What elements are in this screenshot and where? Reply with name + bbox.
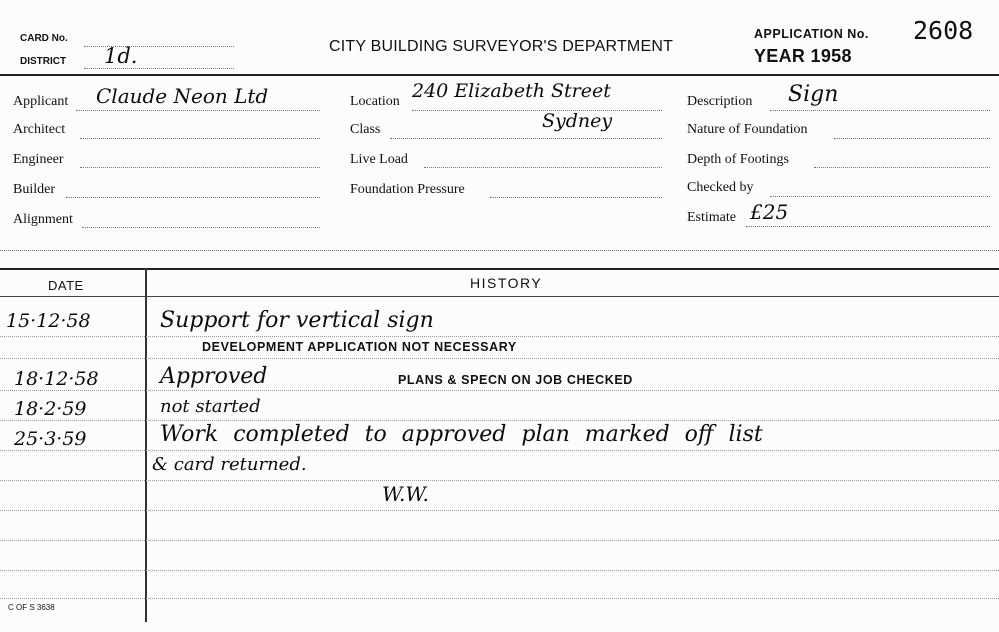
application-no: 2608 xyxy=(913,16,974,45)
ruled-line xyxy=(0,390,999,391)
history-column-header: HISTORY xyxy=(470,275,543,291)
entry-text: Support for vertical sign xyxy=(160,308,434,333)
header-divider xyxy=(0,74,999,76)
alignment-label: Alignment xyxy=(13,212,73,227)
description-label: Description xyxy=(687,94,753,109)
ruled-line xyxy=(0,510,999,511)
entry-stamp: PLANS & SPECN ON JOB CHECKED xyxy=(398,373,633,387)
depth-of-footings-label: Depth of Footings xyxy=(687,152,789,167)
ruled-line xyxy=(0,570,999,571)
ruled-line xyxy=(0,450,999,451)
ruled-line xyxy=(0,336,999,337)
applicant-value: Claude Neon Ltd xyxy=(96,84,269,108)
application-no-label: APPLICATION No. xyxy=(754,27,869,41)
entry-text: Approved xyxy=(160,364,268,389)
entry-text: & card returned. xyxy=(152,454,307,475)
ruled-line xyxy=(0,598,999,599)
engineer-line xyxy=(80,167,320,168)
nature-line xyxy=(834,138,990,139)
estimate-line xyxy=(746,226,990,227)
location-value: 240 Elizabeth Street xyxy=(412,80,611,102)
entry-text: not started xyxy=(160,396,261,417)
entry-date: 25·3·59 xyxy=(14,428,87,450)
applicant-label: Applicant xyxy=(13,94,69,109)
entry-stamp: DEVELOPMENT APPLICATION NOT NECESSARY xyxy=(202,340,517,354)
ruled-line xyxy=(0,358,999,359)
checked-line xyxy=(770,196,990,197)
description-line xyxy=(770,110,990,111)
description-value: Sign xyxy=(788,82,839,107)
estimate-value: £25 xyxy=(750,200,789,224)
applicant-line xyxy=(76,110,320,111)
foundation-pressure-line xyxy=(490,197,662,198)
history-header-divider xyxy=(0,296,999,297)
district-value: 1d. xyxy=(104,44,138,68)
ruled-line xyxy=(0,540,999,541)
architect-label: Architect xyxy=(13,122,66,137)
entry-date: 15·12·58 xyxy=(6,310,91,332)
year-label: YEAR 1958 xyxy=(754,46,852,66)
location-label: Location xyxy=(350,94,400,109)
class-label: Class xyxy=(350,122,381,137)
live-load-label: Live Load xyxy=(350,152,408,167)
entry-date: 18·2·59 xyxy=(14,398,87,420)
location-line xyxy=(412,110,662,111)
depth-line xyxy=(814,167,990,168)
checked-by-label: Checked by xyxy=(687,180,754,195)
district-line xyxy=(84,68,234,69)
alignment-line xyxy=(82,227,320,228)
nature-of-foundation-label: Nature of Foundation xyxy=(687,122,808,137)
ruled-line xyxy=(0,420,999,421)
location-value-2: Sydney xyxy=(542,110,613,132)
builder-label: Builder xyxy=(13,182,55,197)
entry-date: 18·12·58 xyxy=(14,368,99,390)
date-column-divider xyxy=(145,268,147,622)
architect-line xyxy=(80,138,320,139)
estimate-label: Estimate xyxy=(687,210,736,225)
entry-text: Work completed to approved plan marked off list xyxy=(160,422,763,447)
foundation-pressure-label: Foundation Pressure xyxy=(350,182,465,197)
ruled-line xyxy=(0,480,999,481)
fields-bottom-line xyxy=(0,250,999,251)
live-load-line xyxy=(424,167,662,168)
card-no-label: CARD No. xyxy=(20,33,68,44)
department-title: CITY BUILDING SURVEYOR'S DEPARTMENT xyxy=(329,38,674,55)
engineer-label: Engineer xyxy=(13,152,64,167)
builder-line xyxy=(66,197,320,198)
form-code: C OF S 3638 xyxy=(8,603,55,612)
district-label: DISTRICT xyxy=(20,56,67,67)
initials: W.W. xyxy=(382,482,429,506)
class-line xyxy=(390,138,662,139)
date-column-header: DATE xyxy=(48,278,84,293)
history-top-divider xyxy=(0,268,999,270)
